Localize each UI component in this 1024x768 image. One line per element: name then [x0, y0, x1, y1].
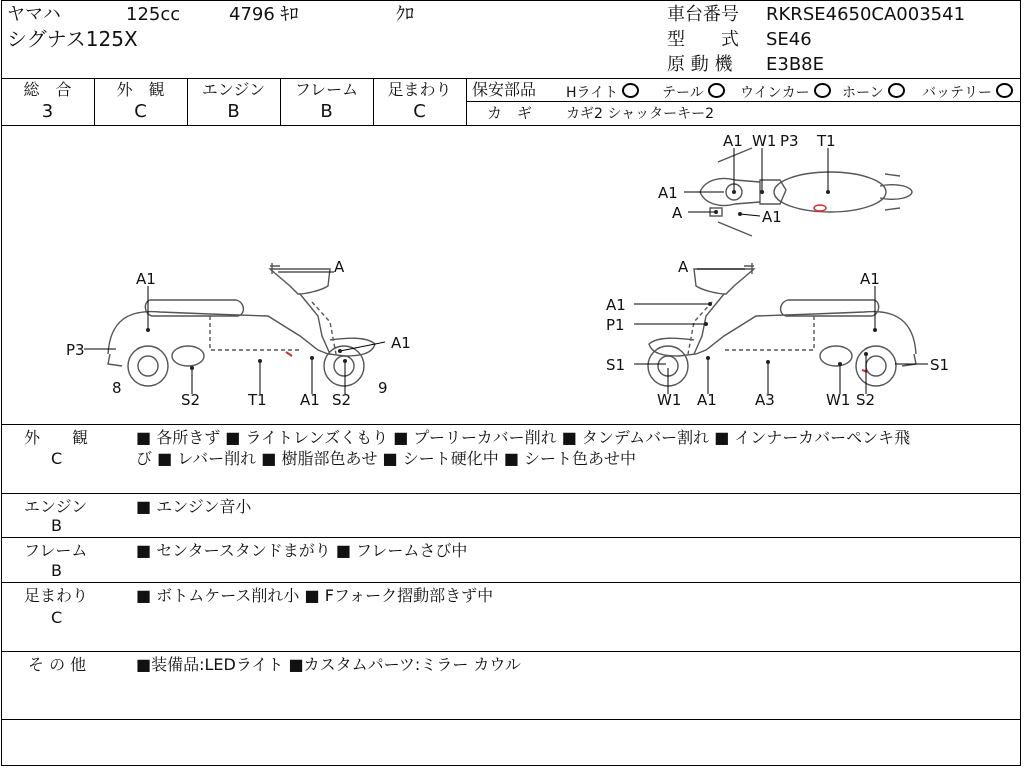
grade-exterior-value: C	[134, 101, 147, 122]
right-side-labels	[606, 258, 949, 409]
displacement: 125cc	[126, 4, 181, 25]
damage-code-label: A1	[136, 270, 156, 288]
damage-code-label: P1	[606, 316, 625, 334]
damage-code-label: P3	[780, 132, 799, 150]
grade-exterior-label: 外 観	[116, 80, 165, 99]
ok-circle-icon	[708, 83, 725, 98]
damage-code-label: S1	[606, 356, 626, 374]
safety-title: 保安部品	[472, 80, 537, 99]
divider	[1, 537, 1021, 538]
ok-circle-icon	[996, 83, 1013, 98]
grade-suspension-label: 足まわり	[387, 80, 452, 99]
damage-code-label: A1	[860, 270, 880, 288]
key-label: カ ギ	[487, 104, 533, 122]
grade-suspension-value: C	[413, 101, 426, 122]
type-label: 型 式	[667, 29, 739, 50]
chassis-number: RKRSE4650CA003541	[766, 4, 966, 25]
divider	[466, 78, 467, 125]
detail-exterior-grade: C	[51, 449, 63, 468]
top-view-labels	[658, 132, 836, 226]
safety-headlight	[566, 83, 639, 100]
damage-code-label: A1	[723, 132, 743, 150]
grade-engine-label: エンジン	[201, 80, 266, 99]
damage-code-label: A1	[300, 391, 320, 409]
grade-frame-label: フレーム	[294, 80, 359, 99]
color: ｸﾛ	[396, 4, 414, 25]
grade-engine-value: B	[227, 101, 240, 122]
divider	[1, 651, 1021, 652]
detail-exterior-line-1: ■ 各所きず ■ ライトレンズくもり ■ プーリーカバー削れ ■ タンデムバー割れ ■ インナーカバーペンキ飛	[136, 428, 911, 447]
damage-code-label: A	[678, 258, 689, 276]
engine-value: E3B8E	[766, 54, 824, 75]
safety-winker	[740, 83, 831, 100]
detail-exterior-line-2: び ■ レバー削れ ■ 樹脂部色あせ ■ シート硬化中 ■ シート色あせ中	[136, 449, 637, 468]
grade-frame-value: B	[320, 101, 333, 122]
damage-code-label: S2	[181, 391, 201, 409]
model-name: シグナス125X	[7, 27, 138, 51]
damage-code-label: T1	[817, 132, 836, 150]
damage-code-label: S2	[856, 391, 876, 409]
chassis-label: 車台番号	[667, 4, 739, 25]
divider	[1, 424, 1021, 425]
damage-code-label: P3	[66, 341, 85, 359]
damage-code-label: A1	[697, 391, 717, 409]
detail-exterior-category: 外 観	[24, 428, 89, 447]
damage-code-label: A1	[391, 334, 411, 352]
divider	[1, 493, 1021, 494]
safety-headlight-label: Hライト	[566, 85, 619, 101]
safety-tail	[662, 83, 725, 100]
damage-code-label: S2	[332, 391, 352, 409]
detail-frame-grade: B	[51, 561, 62, 580]
damage-code-label: A1	[606, 296, 626, 314]
damage-code-label: S1	[930, 356, 950, 374]
ok-circle-icon	[622, 83, 639, 98]
damage-code-label: 9	[378, 379, 388, 397]
safety-winker-label: ウインカー	[740, 85, 810, 101]
safety-horn	[842, 83, 905, 100]
ok-circle-icon	[814, 83, 831, 98]
damage-code-label: 8	[112, 379, 122, 397]
scooter-diagram	[0, 126, 1024, 424]
detail-suspension-grade: C	[51, 608, 63, 627]
detail-suspension-category: 足まわり	[24, 586, 89, 605]
damage-code-label: A1	[658, 184, 678, 202]
type-value: SE46	[766, 29, 812, 50]
maker: ヤマハ	[7, 4, 61, 25]
detail-engine-category: エンジン	[24, 497, 88, 516]
mileage: 4796 ｷﾛ	[229, 4, 299, 25]
detail-engine-grade: B	[51, 516, 62, 535]
detail-other-category: そ の 他	[28, 655, 87, 674]
detail-suspension-line-1: ■ ボトムケース削れ小 ■ Fフォーク摺動部きず中	[136, 586, 494, 605]
divider	[1, 78, 1021, 79]
scooter-top-sketch	[700, 148, 912, 236]
left-side-labels	[66, 258, 411, 409]
damage-code-label: A	[672, 204, 683, 222]
detail-other-line-1: ■装備品:LEDライト ■カスタムパーツ:ミラー カウル	[136, 655, 521, 674]
divider	[466, 101, 1021, 102]
ok-circle-icon	[888, 83, 905, 98]
safety-tail-label: テール	[662, 85, 704, 101]
key-value: カギ2 シャッターキー2	[566, 106, 714, 122]
damage-code-label: T1	[248, 391, 267, 409]
damage-code-label: A	[334, 258, 345, 276]
damage-code-label: W1	[752, 132, 777, 150]
detail-engine-line-1: ■ エンジン音小	[136, 497, 252, 516]
damage-code-label: A1	[762, 208, 782, 226]
grade-overall-value: 3	[41, 101, 54, 122]
damage-code-label: W1	[826, 391, 851, 409]
callout-lines	[84, 148, 928, 394]
engine-label: 原 動 機	[667, 54, 733, 75]
safety-horn-label: ホーン	[842, 85, 884, 101]
safety-battery-label: バッテリー	[922, 85, 992, 101]
damage-code-label: W1	[657, 391, 682, 409]
divider	[1, 719, 1021, 720]
grade-overall-label: 総 合	[23, 80, 72, 99]
detail-frame-line-1: ■ センタースタンドまがり ■ フレームさび中	[136, 541, 468, 560]
divider	[1, 582, 1021, 583]
safety-battery	[922, 83, 1013, 100]
detail-frame-category: フレーム	[24, 541, 88, 560]
damage-code-label: A3	[755, 391, 775, 409]
